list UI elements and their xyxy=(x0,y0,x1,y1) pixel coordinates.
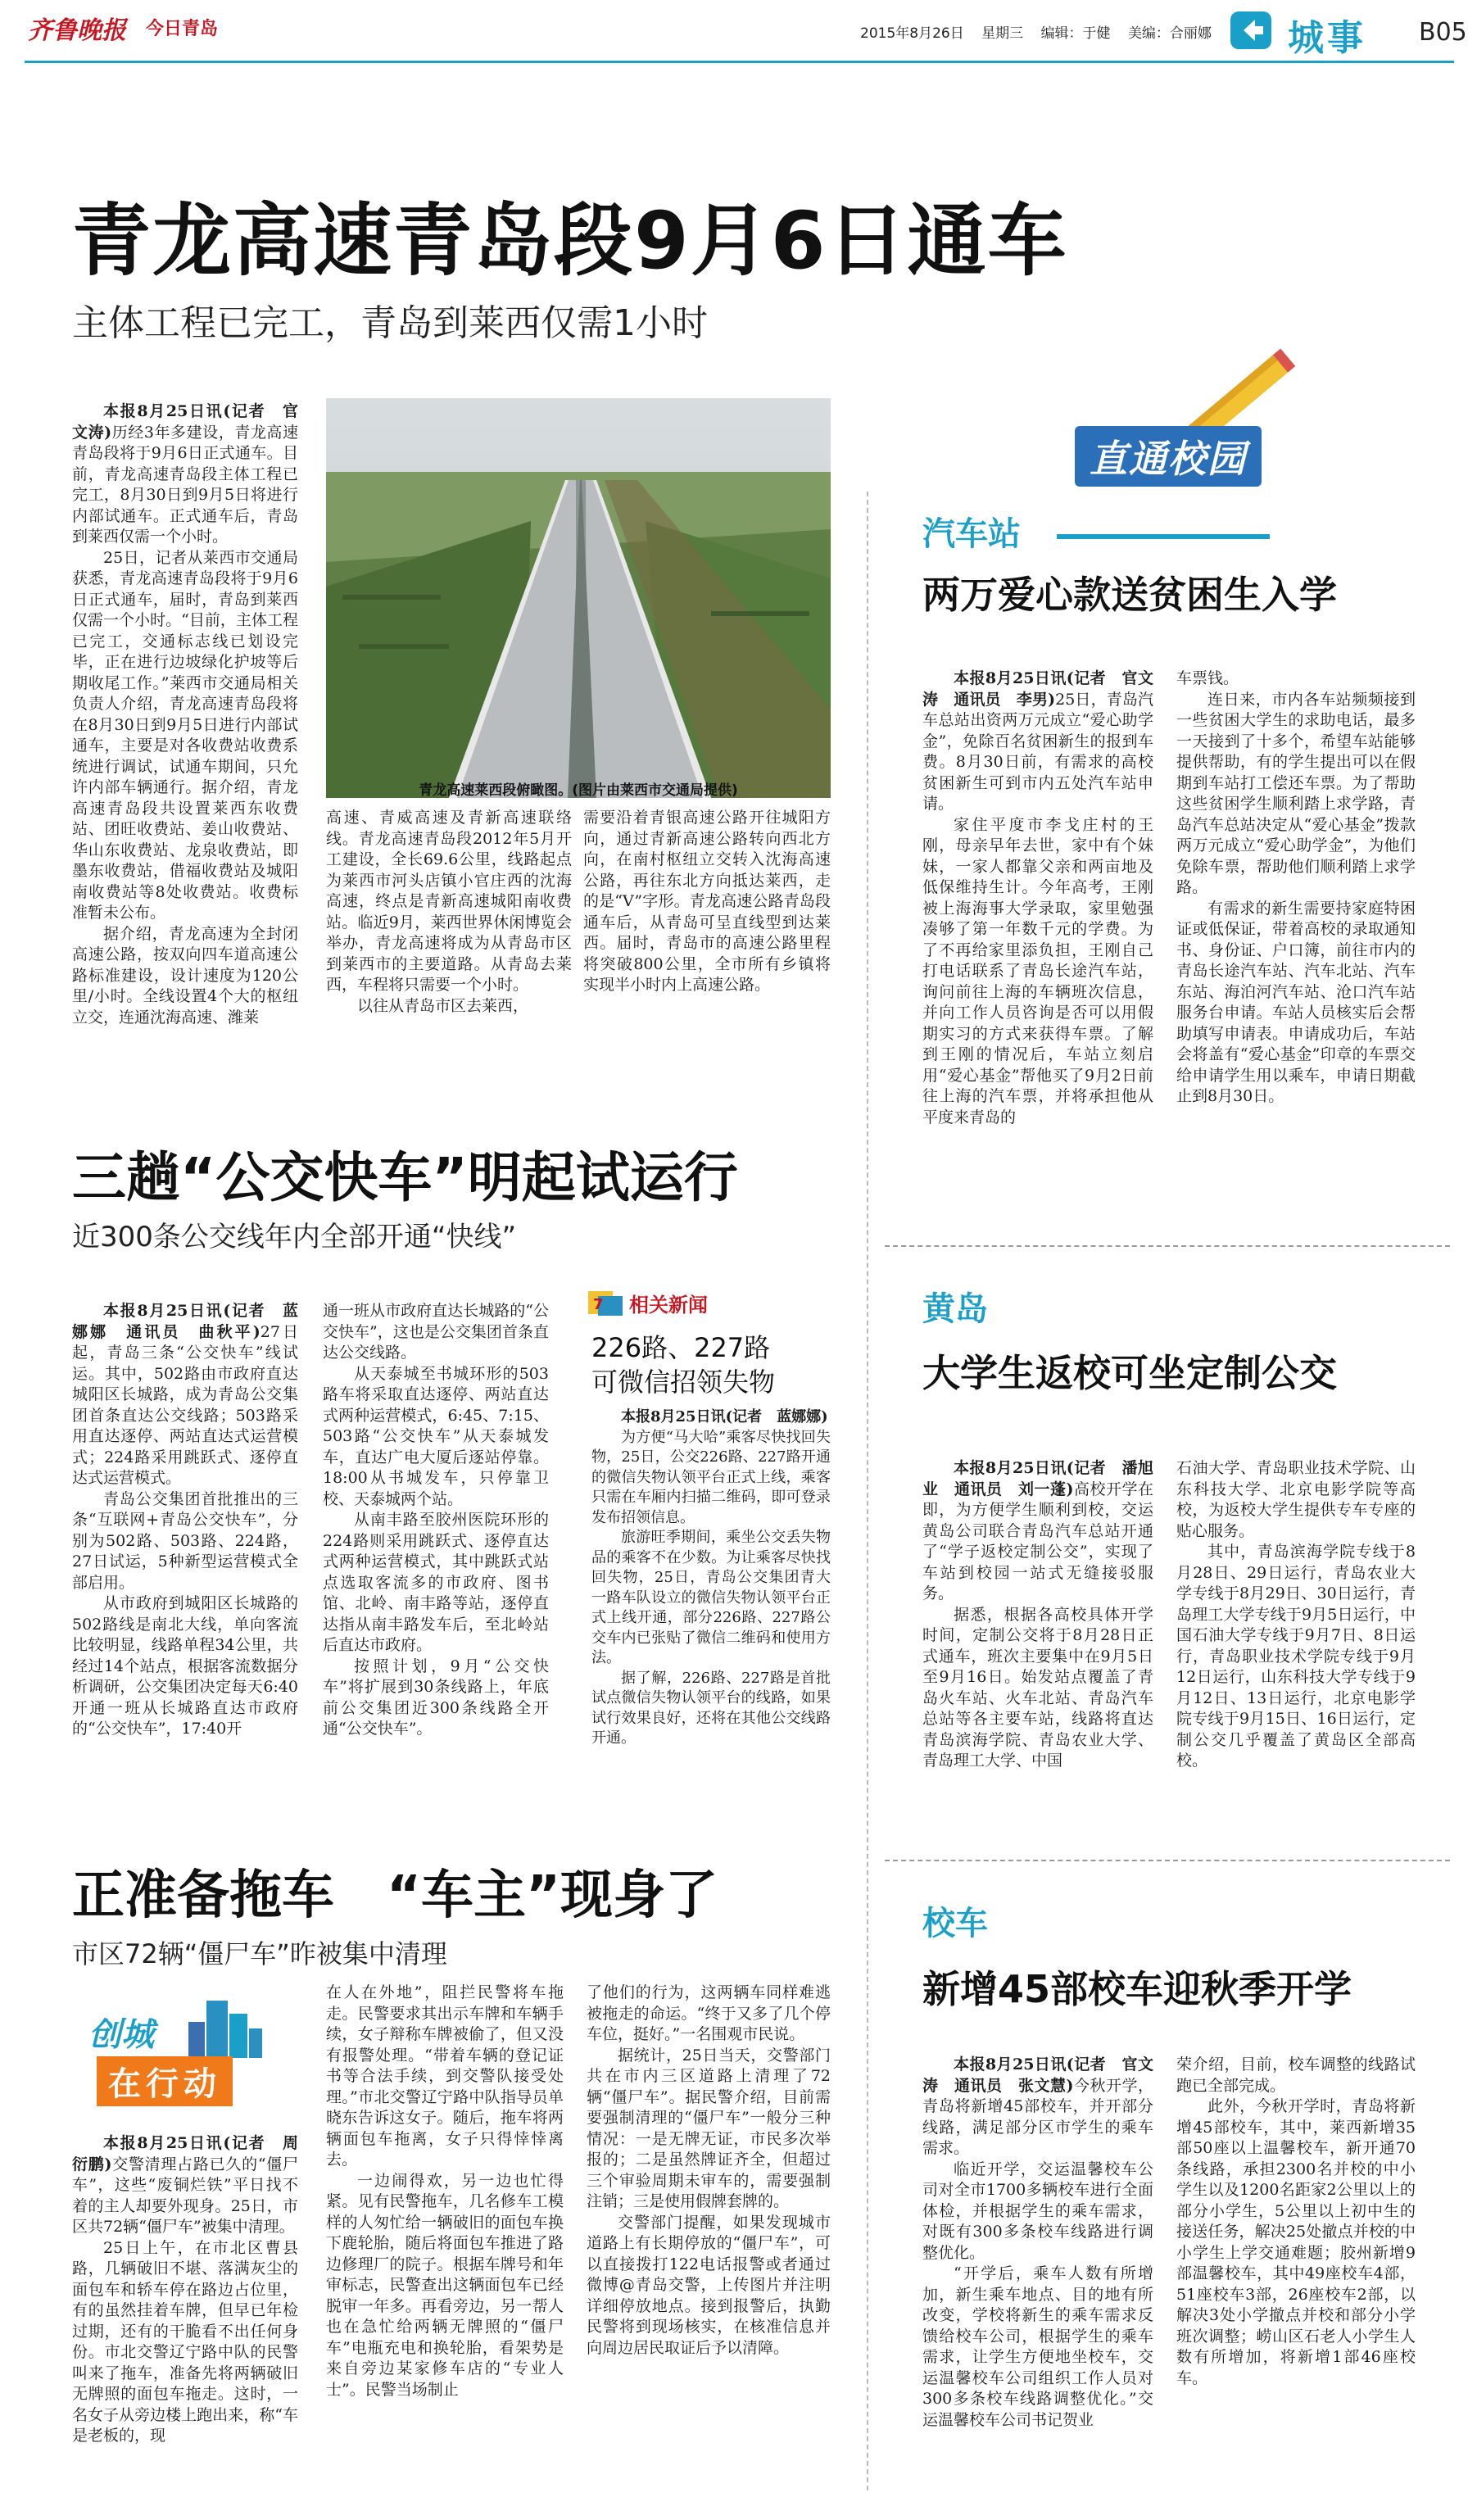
bus-byline: 本报8月25日讯(记者 蓝娜娜 通讯员 曲秋平) xyxy=(72,1302,298,1341)
paragraph: 连日来，市内各车站频频接到一些贫困大学生的求助电话，最多一天接到了十多个，希望车站能够提供帮助，有的学生提出可以在假期到车站打工偿还车票。为了帮助这些贫困学生顺利踏上求学路，青岛汽车总站决定从“爱心基金”拨款两万元成立“爱心助学金”，为他们免除车票，帮助他们顺利踏上求学路。 xyxy=(1176,690,1416,896)
section-divider xyxy=(885,1245,1450,1247)
issue-weekday: 星期三 xyxy=(981,25,1024,42)
paragraph: 此外，今秋开学时，青岛将新增45部校车，其中，莱西新增35部50座以上温馨校车，新开通70条线路，承担2300名并校的中小学生以及1200名距家2公里以上的部分小学生，5公里以上初中生的接送任务，解决25处撤点并校的中小学生上学交通难题；胶州新增9部温馨校车，其中49座校车4部，51座校车3部，26座校车2部，以解决3处小学撤点并校和部分小学班次调整；崂山区石老人小学生人数有所增加，将新增1部46座校车。 xyxy=(1176,2097,1416,2387)
s3-col2 xyxy=(1176,2055,1416,2504)
badge-line-2: 在行动 xyxy=(97,2056,233,2106)
tow-col3 xyxy=(587,1983,831,2502)
related-news-icon xyxy=(587,1288,624,1317)
bus-headline: 三趟“公交快车”明起试运行 xyxy=(72,1146,738,1209)
s1-col2 xyxy=(1176,669,1416,1217)
section-tag-bar xyxy=(1057,534,1270,539)
paragraph: 以往从青岛市区去莱西， xyxy=(357,996,529,1015)
paragraph: 25日上午，在市北区曹县路，几辆破旧不堪、落满灰尘的面包车和轿车停在路边占位里，有的虽然挂着车牌，但早已年检过期，还有的干脆看不出任何身份。市北交警辽宁路中队的民警叫来了拖车，准备先将两辆破旧无牌照的面包车拖走。这时，一名女子从旁边楼上跑出来，称“车是老板的，现 xyxy=(72,2238,298,2445)
s2-col2 xyxy=(1176,1458,1416,1819)
paragraph: 旅游旺季期间，乘坐公交丢失物品的乘客不在少数。为让乘客尽快找回失物，25日，青岛公交集团青大一路车队设立的微信失物认领平台正式上线开通，部分226路、227路公交车内已张贴了微信二维码和使用方法。 xyxy=(591,1529,831,1666)
column-title: 城事 xyxy=(1288,17,1366,59)
s2-headline: 大学生返校可坐定制公交 xyxy=(922,1351,1337,1395)
related-byline: 本报8月25日讯(记者 蓝娜娜) xyxy=(621,1408,828,1425)
paragraph: “开学后，乘车人数有所增加，新生乘车地点、目的地有所改变，学校将新生的乘车需求反馈给校车公司，根据学生的乘车需求，让学生方便地坐校车，交运温馨校车公司组织工作人员对300多条校车线路调整优化。”交运温馨校车公司书记贺业 xyxy=(922,2264,1153,2429)
bus-subhead: 近300条公交线年内全部开通“快线” xyxy=(72,1221,517,1253)
s2-col1: 本报8月25日讯(记者 潘旭业 通讯员 刘一蓬)高校开学在即，为方便学生顺利到校，交运黄岛公司联合青岛汽车总站开通了“学子返校定制公交”，实现了车站到校园一站式无缝接驳服务。 据悉，根据各高校具体开学时间，定制公交将于8月28日正式通车，班次主要集中在9月5日至9月16日。始发站点覆盖了青岛火车站、火车北站、青岛汽车总站等各主要车站，线路将直达青岛滨海学院、青岛农业大学、青岛理工大学、中国 xyxy=(922,1458,1153,1819)
bus-col2 xyxy=(323,1301,549,1793)
newspaper-logo: 齐鲁晚报 xyxy=(28,16,126,45)
page-number: B05 xyxy=(1419,18,1467,47)
campus-border-left xyxy=(867,492,868,2491)
s2-byline: 本报8月25日讯(记者 潘旭业 通讯员 刘一蓬) xyxy=(922,1459,1153,1498)
related-headline-2: 可微信招领失物 xyxy=(591,1367,776,1398)
tow-subhead: 市区72辆“僵尸车”昨被集中清理 xyxy=(72,1938,447,1969)
paragraph: 荣介绍，目前，校车调整的线路试跑已全部完成。 xyxy=(1176,2055,1416,2095)
lead-subhead: 主体工程已完工，青岛到莱西仅需1小时 xyxy=(72,302,708,344)
lead-headline: 青龙高速青岛段9月6日通车 xyxy=(72,195,1068,287)
lead-byline: 本报8月25日讯(记者 官文涛) xyxy=(72,402,298,442)
tow-headline: 正准备拖车 “车主”现身了 xyxy=(72,1865,718,1926)
paragraph: 家住平度市李戈庄村的王刚，母亲早年去世，家中有个妹妹，一家人都靠父亲和两亩地及低保维持生计。今年高考，王刚被上海海事大学录取，家里勉强凑够了第一年数千元的学费。为了不再给家里添负担，王刚自己打电话联系了青岛长途汽车站，询问前往上海的车辆班次信息，并向工作人员咨询是否可以用假期实习的方式来获得车票。了解到王刚的情况后，车站立刻启用“爱心基金”帮他买了9月2日前往上海的汽车票，并将承担他从平度来青岛的 xyxy=(922,815,1153,1126)
paragraph: 一边闹得欢，另一边也忙得紧。见有民警拖车，几名修车工模样的人匆忙给一辆破旧的面包车换下鹿轮胎，随后将面包车推进了路边修理厂的院子。根据车牌号和年审标志，民警查出这辆面包车已经脱审一年多。再看旁边，另一帮人也在急忙给两辆无牌照的“僵尸车”电瓶充电和换轮胎，看架势是来自旁边某家修车店的“专业人士”。民警当场制止 xyxy=(326,2171,564,2399)
section-name: 今日青岛 xyxy=(146,19,219,39)
paragraph: 其中，青岛滨海学院专线于8月28日、29日运行，青岛农业大学专线于8月29日、30日运行，青岛理工大学专线于9月5日运行，中国石油大学专线于9月7日、8日运行，青岛职业技术学院专线于9月12日运行，山东科技大学专线于9月12日、13日运行，北京电影学院专线于9月15日、16日运行，定制公交几乎覆盖了黄岛区全部高校。 xyxy=(1176,1543,1416,1770)
related-news-label: 相关新闻 xyxy=(629,1293,708,1317)
create-city-badge xyxy=(84,1992,272,2114)
paragraph: 有需求的新生需要持家庭特困证或低保证，带着高校的录取通知书、身份证、户口簿，前往市内的青岛长途汽车站、汽车北站、汽车东站、海泊河汽车站、沧口汽车站服务台申请。车站人员核实后会帮助填写申请表。申请成功后，车站会将盖有“爱心基金”印章的车票交给申请学生用以乘车，申请日期截止到8月30日。 xyxy=(1176,899,1416,1105)
designer-credit: 美编：合丽娜 xyxy=(1127,25,1212,42)
bus-col1: 本报8月25日讯(记者 蓝娜娜 通讯员 曲秋平)27日起，青岛三条“公交快车”线试运。其中，502路由市政府直达城阳区长城路，成为青岛公交集团首条直达公交线路；503路采用直达逐停、两站直达式运营模式；224路采用跳跃式、逐停直达式运营模式。 青岛公交集团首批推出的三条“互联网+青岛公交快车”，分别为502路、503路、224路，27日试运，5种新型运营模式全部启用。 从市政府到城阳区长城路的502路线是南北大线，单向客流比较明显，线路单程34公里，共经过14个站点，根据客流数据分析调研，公交集团决定每天6:40开通一班从长城路直达市政府的“公交快车”，17:40开 xyxy=(72,1301,298,1793)
photo-caption: 青龙高速莱西段俯瞰图。(图片由莱西市交通局提供) xyxy=(419,782,738,799)
paragraph: 从南丰路至胶州医院环形的224路则采用跳跃式、逐停直达式两种运营模式，其中跳跃式站点选取客流多的市政府、图书馆、北岭、南丰路等站，逐停直达指从南丰路发车后，至北岭站后直达市政府。 xyxy=(323,1511,549,1654)
badge-line-1: 创城 xyxy=(88,2016,154,2054)
paragraph: 车票钱。 xyxy=(1176,669,1239,687)
paragraph: 据悉，根据各高校具体开学时间，定制公交将于8月28日正式通车，班次主要集中在9月5日至9月16日。始发站点覆盖了青岛火车站、火车北站、青岛汽车总站等各主要车站，线路将直达青岛滨海学院、青岛农业大学、青岛理工大学、中国 xyxy=(922,1605,1153,1770)
paragraph: 需要沿着青银高速公路开往城阳方向，通过青新高速公路转向西北方向，在南村枢纽立交转入沈海高速公路，再往东北方向抵达莱西，走的是“V”字形。青龙高速公路青岛段通车后，从青岛可呈直线型到达莱西。届时，青岛市的高速公路里程将突破800公里，全市所有乡镇将实现半小时内上高速公路。 xyxy=(583,809,831,994)
masthead-rule xyxy=(25,61,1454,63)
tow-col1: 本报8月25日讯(记者 周衍鹏)交警清理占路已久的“僵尸车”，这些“废铜烂铁”平日找不着的主人却要外现身。25日，市区共72辆“僵尸车”被集中清理。 25日上午，在市北区曹县路，几辆破旧不堪、落满灰尘的面包车和轿车停在路边占位里，有的虽然挂着车牌，但早已年检过期，还有的干脆看不出任何身份。市北交警辽宁路中队的民警叫来了拖车，准备先将两辆破旧无牌照的面包车拖走。这时，一名女子从旁边楼上跑出来，称“车是老板的，现 xyxy=(72,2133,298,2502)
related-news-badge xyxy=(587,1288,708,1317)
lead-photo xyxy=(326,398,831,798)
paragraph: 了他们的行为，这两辆车同样难逃被拖走的命运。“终于又多了几个停车位，挺好。”一名围观市民说。 xyxy=(587,1983,831,2043)
paragraph: 据介绍，青龙高速为全封闭高速公路，按双向四车道高速公路标准建设，设计速度为120公里/小时。全线设置4个大的枢纽立交，连通沈海高速、潍莱 xyxy=(72,924,298,1027)
paragraph: 石油大学、青岛职业技术学院、山东科技大学、北京电影学院等高校，为返校大学生提供专车专座的贴心服务。 xyxy=(1176,1459,1416,1540)
paragraph: 青岛公交集团首批推出的三条“互联网+青岛公交快车”，分别为502路、503路、224路，27日试运，5种新型运营模式全部启用。 xyxy=(72,1489,298,1592)
column-logo-icon xyxy=(1227,7,1276,54)
paragraph: 交警部门提醒，如果发现城市道路上有长期停放的“僵尸车”，可以直接拨打122电话报警或者通过微博@青岛交警，上传图片并注明详细停放地点。接到报警后，执勤民警将到现场核实，在核准信息并向周边居民取证后予以清障。 xyxy=(587,2213,831,2357)
editor-credit: 编辑：于健 xyxy=(1040,25,1111,42)
issue-date: 2015年8月26日 xyxy=(860,25,964,42)
s1-col1: 本报8月25日讯(记者 官文涛 通讯员 李男)25日，青岛汽车总站出资两万元成立“爱心助学金”，免除百名贫困新生的报到车费。8月30日前，有需求的高校贫困新生可到市内五处汽车站申请。 家住平度市李戈庄村的王刚，母亲早年去世，家中有个妹妹，一家人都靠父亲和两亩地及低保维持生计。今年高考，王刚被上海海事大学录取，家里勉强凑够了第一年数千元的学费。为了不再给家里添负担，王刚自己打电话联系了青岛长途汽车站，询问前往上海的车辆班次信息，并向工作人员咨询是否可以用假期实习的方式来获得车票。了解到王刚的情况后，车站立刻启用“爱心基金”帮他买了9月2日前往上海的汽车票，并将承担他从平度来青岛的 xyxy=(922,669,1153,1217)
paragraph: 为方便“马大哈”乘客尽快找回失物，25日，公交226路、227路开通的微信失物认领平台正式上线，乘客只需在车厢内扫描二维码，即可登录发布招领信息。 xyxy=(591,1428,831,1526)
paragraph: 高速、青威高速及青新高速联络线。青龙高速青岛段2012年5月开工建设，全长69.6公里，线路起点为莱西市河头店镇小官庄西的沈海高速，终点是青新高速城阳南收费站。临近9月，莱西世界休闲博览会举办，青龙高速将成为从青岛市区到莱西市的主要道路。从青岛去莱西，车程将只需要一个小时。 xyxy=(326,809,572,994)
paragraph: 据统计，25日当天，交警部门共在市内三区道路上清理了72辆“僵尸车”。据民警介绍，目前需要强制清理的“僵尸车”一般分三种情况：一是无牌无证，市民多次举报的；二是虽然牌证齐全，但超过三个审验周期未审车的，需要强制注销；三是使用假牌套牌的。 xyxy=(587,2046,831,2210)
lead-col3 xyxy=(583,808,831,1054)
s1-byline: 本报8月25日讯(记者 官文涛 通讯员 李男) xyxy=(922,669,1153,709)
section-tag-school-bus: 校车 xyxy=(922,1905,988,1942)
lead-col1: 本报8月25日讯(记者 官文涛)历经3年多建设，青龙高速青岛段将于9月6日正式通车。目前，青龙高速青岛段主体工程已完工，8月30日到9月5日将进行内部试通车。正式通车后，青岛到莱西仅需一个小时。 25日，记者从莱西市交通局获悉，青龙高速青岛段将于9月6日正式通车，届时，青岛到莱西仅需一个小时。“目前，主体工程已完工，交通标志线已划设完毕，正在进行边坡绿化护坡等后期收尾工作。”莱西市交通局相关负责人介绍，青龙高速青岛段将在8月30日到9月5日进行内部试通车，主要是对各收费站收费系统进行调试，试通车期间，只允许内部车辆通行。据介绍，青龙高速青岛段共设置莱西东收费站、团旺收费站、姜山收费站、华山东收费站、龙泉收费站，即墨东收费站，借福收费站及城阳南收费站等8处收费站。收费标准暂未公布。 据介绍，青龙高速为全封闭高速公路，按双向四车道高速公路标准建设，设计速度为120公里/小时。全线设置4个大的枢纽立交，连通沈海高速、潍莱 xyxy=(72,401,298,1073)
section-tag-bus-station: 汽车站 xyxy=(922,515,1021,553)
paragraph: 通一班从市政府直达长城路的“公交快车”，这也是公交集团首条直达公交线路。 xyxy=(323,1302,549,1362)
s1-headline: 两万爱心款送贫困生入学 xyxy=(922,573,1337,617)
campus-banner xyxy=(1057,344,1303,500)
svg-text:7: 7 xyxy=(593,1296,604,1313)
paragraph: 从天泰城至书城环形的503路车将采取直达逐停、两站直达式两种运营模式，6:45、7:15、503路“公交快车”从天泰城发车，直达广电大厦后逐站停靠。18:00从书城发车，只停靠卫校、天泰城两个站。 xyxy=(323,1364,549,1508)
paragraph: 在人在外地”，阻拦民警将车拖走。民警要求其出示车牌和车辆手续，女子辩称车牌被偷了，但又没有报警处理。“带着车辆的登记证书等合法手续，到交警队接受处理。”市北交警辽宁路中队指导员单晓东告诉这女子。随后，拖车将两辆面包车拖离，女子只得悻悻离去。 xyxy=(326,1983,564,2169)
s3-headline: 新增45部校车迎秋季开学 xyxy=(922,1967,1352,2011)
paragraph: 临近开学，交运温馨校车公司对全市1700多辆校车进行全面体检，并根据学生的乘车需求，对既有300多条校车线路进行调整优化。 xyxy=(922,2160,1153,2262)
s3-byline: 本报8月25日讯(记者 官文涛 通讯员 张文慧) xyxy=(922,2055,1153,2095)
issue-info xyxy=(860,21,1212,42)
lead-col2 xyxy=(326,808,572,1054)
campus-banner-label: 直通校园 xyxy=(1075,426,1262,487)
related-body xyxy=(591,1407,831,1793)
paragraph: 据了解，226路、227路是首批试点微信失物认领平台的线路，如果试行效果良好，还将在其他公交线路开通。 xyxy=(591,1669,831,1747)
related-headline-1: 226路、227路 xyxy=(591,1332,771,1363)
tow-byline: 本报8月25日讯(记者 周衍鹏) xyxy=(72,2134,298,2173)
s3-col1: 本报8月25日讯(记者 官文涛 通讯员 张文慧)今秋开学，青岛将新增45部校车，并开部分线路，满足部分区市学生的乘车需求。 临近开学，交运温馨校车公司对全市1700多辆校车进行全面体检，并根据学生的乘车需求，对既有300多条校车线路进行调整优化。 “开学后，乘车人数有所增加，新生乘车地点、目的地有所改变，学校将新生的乘车需求反馈给校车公司，根据学生的乘车需求，让学生方便地坐校车，交运温馨校车公司组织工作人员对300多条校车线路调整优化。”交运温馨校车公司书记贺业 xyxy=(922,2055,1153,2504)
paragraph: 从市政府到城阳区长城路的502路线是南北大线，单向客流比较明显，线路单程34公里，共经过14个站点，根据客流数据分析调研，公交集团决定每天6:40开通一班从长城路直达市政府的“公交快车”，17:40开 xyxy=(72,1594,298,1738)
paragraph: 25日，记者从莱西市交通局获悉，青龙高速青岛段将于9月6日正式通车，届时，青岛到莱西仅需一个小时。“目前，主体工程已完工，交通标志线已划设完毕，正在进行边坡绿化护坡等后期收尾工作。”莱西市交通局相关负责人介绍，青龙高速青岛段将在8月30日到9月5日进行内部试通车，主要是对各收费站收费系统进行调试，试通车期间，只允许内部车辆通行。据介绍，青龙高速青岛段共设置莱西东收费站、团旺收费站、姜山收费站、华山东收费站、龙泉收费站，即墨东收费站，借福收费站及城阳南收费站等8处收费站。收费标准暂未公布。 xyxy=(72,548,298,922)
section-tag-huangdao: 黄岛 xyxy=(922,1290,988,1328)
section-divider xyxy=(885,1860,1450,1861)
tow-col2 xyxy=(326,1983,564,2502)
paragraph: 按照计划，9月“公交快车”将扩展到30条线路上，年底前公交集团近300条线路全开通“公交快车”。 xyxy=(323,1657,549,1738)
